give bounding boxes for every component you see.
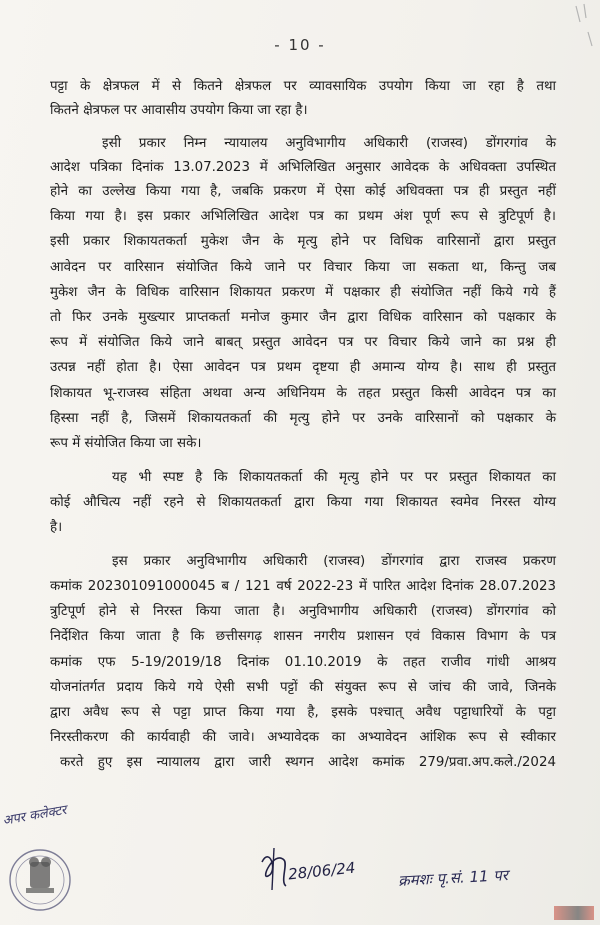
signature-date: 28/06/24	[287, 858, 357, 884]
text-line: कितने क्षेत्रफल पर आवासीय उपयोग किया जा रहा है।	[50, 103, 308, 118]
text-line: तो फिर उनके मुख्त्यार प्राप्तकर्ता मनोज कुमार जैन द्वारा विधिक वारिसान को पक्षकार के	[50, 310, 556, 325]
text-line: हिस्सा नहीं है, जिसमें शिकायतकर्ता की मृत्यु होने पर उनके वारिसानों को पक्षकार के	[50, 411, 556, 426]
continued-note: क्रमशः पृ.सं. 11 पर	[397, 866, 509, 890]
page-edge-mark	[554, 906, 594, 920]
text-line: इसी प्रकार निम्न न्यायालय अनुविभागीय अधिकारी (राजस्व) डोंगरगांव के	[102, 136, 556, 151]
text-line: द्वारा अवैध रूप से पट्टा प्राप्त किया गया है, इसके पश्चात् अवैध पट्टाधारियों के पट्टा	[50, 705, 556, 720]
text-line: कोई औचित्य नहीं रहने से शिकायतकर्ता द्वारा किया गया शिकायत स्वमेव निरस्त योग्य	[50, 495, 556, 510]
government-emblem-stamp	[4, 818, 76, 918]
text-line: यह भी स्पष्ट है कि शिकायतकर्ता की मृत्यु होने पर पर प्रस्तुत शिकायत का	[112, 470, 556, 485]
text-line: निरस्तीकरण की कार्यवाही की जावे। अभ्यावेदक का अभ्यावेदन आंशिक रूप से स्वीकार	[50, 730, 556, 745]
text-line: योजनांतर्गत प्रदाय किये गये ऐसी सभी पट्टों की संयुक्त रूप से जांच की जावे, जिनके	[50, 680, 556, 695]
text-line: उत्पन्न नहीं होता है। ऐसा आवेदन पत्र प्रथम दृष्टया ही अमान्य योग्य है। साथ ही प्रस्तुत	[50, 360, 556, 375]
text-line: मुकेश जैन के विधिक वारिसान शिकायत प्रकरण में पक्षकार ही संयोजित नहीं किये गये हैं	[50, 285, 556, 300]
text-line: त्रुटिपूर्ण होने से निरस्त किया जाता है। अनुविभागीय अधिकारी (राजस्व) डोंगरगांव को	[50, 604, 556, 619]
text-line: किया गया है। इस प्रकार अभिलिखित आदेश पत्र का प्रथम अंश पूर्ण रूप से त्रुटिपूर्ण है।	[50, 209, 556, 224]
text-line: कमांक 202301091000045 ब / 121 वर्ष 2022-23 में पारित आदेश दिनांक 28.07.2023	[50, 579, 556, 594]
text-line: निर्देशित किया जाता है कि छत्तीसगढ़ शासन नगरीय प्रशासन एवं विकास विभाग के पत्र	[50, 629, 556, 644]
stamp-label: अपर कलेक्टर	[1, 802, 68, 829]
text-line: शिकायत भू-राजस्व संहिता अथवा अन्य अधिनियम के तहत प्रस्तुत किसी आवेदन पत्र का	[50, 386, 556, 401]
text-line: आदेश पत्रिका दिनांक 13.07.2023 में अभिलिखित अनुसार आवेदक के अधिवक्ता उपस्थित	[50, 160, 556, 175]
text-line: रूप में संयोजित किया जा सके।	[50, 436, 202, 451]
page-number: - 10 -	[274, 36, 326, 54]
text-line: पट्टा के क्षेत्रफल में से कितने क्षेत्रफल पर व्यावसायिक उपयोग किया जा रहा है तथा	[50, 79, 556, 94]
text-line: इस प्रकार अनुविभागीय अधिकारी (राजस्व) डोंगरगांव द्वारा राजस्व प्रकरण	[112, 554, 556, 569]
text-line: है।	[50, 520, 63, 535]
text-line: आवेदन पर वारिसान संयोजित किये जाने पर विचार किया जा सकता था, किन्तु जब	[50, 260, 556, 275]
text-line: रूप में संयोजित किये जाने बाबत् प्रस्तुत आवेदन पत्र पर विचार किये जाने का प्रश्न ही	[50, 335, 556, 350]
text-line: कमांक एफ 5-19/2019/18 दिनांक 01.10.2019 के तहत राजीव गांधी आश्रय	[50, 655, 556, 670]
text-line: इसी प्रकार शिकायतकर्ता मुकेश जैन के मृत्यु होने पर विधिक वारिसानों द्वारा प्रस्तुत	[50, 234, 556, 249]
text-line: करते हुए इस न्यायालय द्वारा जारी स्थगन आदेश कमांक 279/प्रवा.अप.कले./2024	[60, 755, 556, 770]
text-line: होने का उल्लेख किया गया है, जबकि प्रकरण में ऐसा कोई अधिवक्ता पत्र ही प्रस्तुत नहीं	[50, 184, 556, 199]
